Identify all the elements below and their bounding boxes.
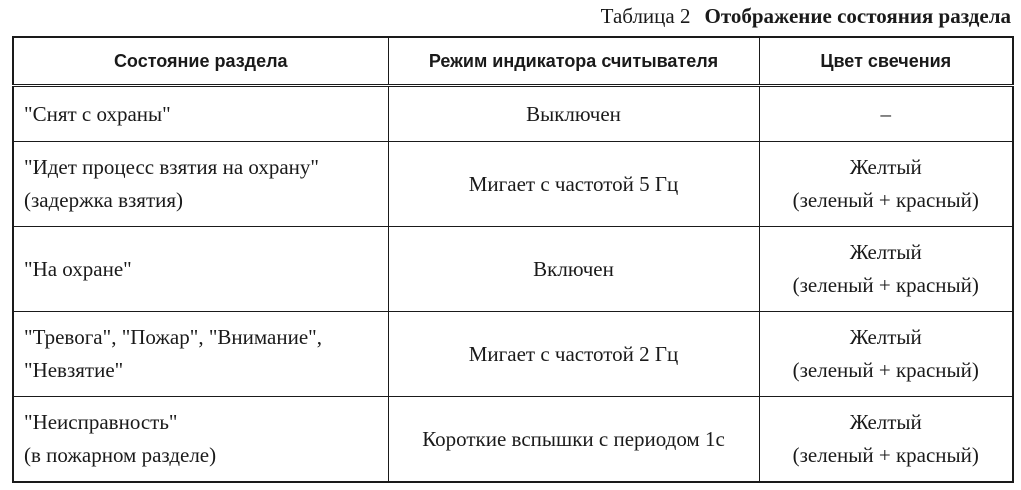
color-text: Желтый: [849, 240, 922, 264]
color-note: (зеленый + красный): [792, 188, 979, 212]
state-text: "Тревога", "Пожар", "Внимание",: [24, 325, 322, 349]
color-cell: [759, 312, 1013, 397]
color-text: Желтый: [849, 155, 922, 179]
table-row: [13, 397, 1013, 483]
table-caption: [601, 4, 1011, 29]
mode-cell: Включен: [388, 227, 759, 312]
header-row: [13, 37, 1013, 86]
color-note: (зеленый + красный): [792, 443, 979, 467]
color-note: (зеленый + красный): [792, 358, 979, 382]
mode-cell: Выключен: [388, 86, 759, 142]
state-cell: [13, 86, 388, 142]
state-text: "Снят с охраны": [24, 101, 171, 126]
table-title: Отображение состояния раздела: [704, 4, 1011, 28]
state-text: "Идет процесс взятия на охрану": [24, 155, 319, 179]
table-row: [13, 227, 1013, 312]
color-text: Желтый: [849, 325, 922, 349]
section-state-table: [12, 36, 1014, 483]
color-text: –: [880, 101, 891, 126]
header-indicator-mode: Режим индикатора считывателя: [388, 37, 759, 86]
color-note: (зеленый + красный): [792, 273, 979, 297]
state-text: "На охране": [24, 256, 132, 281]
state-note: (в пожарном разделе): [24, 443, 217, 467]
color-cell: [759, 397, 1013, 483]
color-cell: [759, 86, 1013, 142]
state-cell: [13, 142, 388, 227]
table-row: [13, 86, 1013, 142]
color-cell: [759, 142, 1013, 227]
mode-cell: Мигает с частотой 2 Гц: [388, 312, 759, 397]
state-cell: [13, 312, 388, 397]
state-note: (задержка взятия): [24, 188, 184, 212]
table-row: [13, 312, 1013, 397]
state-cell: [13, 227, 388, 312]
state-text-cont: "Невзятие": [24, 358, 124, 382]
header-section-state: Состояние раздела: [13, 37, 388, 86]
state-text: "Неисправность": [24, 410, 178, 434]
color-text: Желтый: [849, 410, 922, 434]
header-glow-color: Цвет свечения: [759, 37, 1013, 86]
mode-cell: Короткие вспышки с периодом 1с: [388, 397, 759, 483]
mode-cell: Мигает с частотой 5 Гц: [388, 142, 759, 227]
color-cell: [759, 227, 1013, 312]
state-cell: [13, 397, 388, 483]
table-row: [13, 142, 1013, 227]
table-number: Таблица 2: [600, 4, 691, 28]
